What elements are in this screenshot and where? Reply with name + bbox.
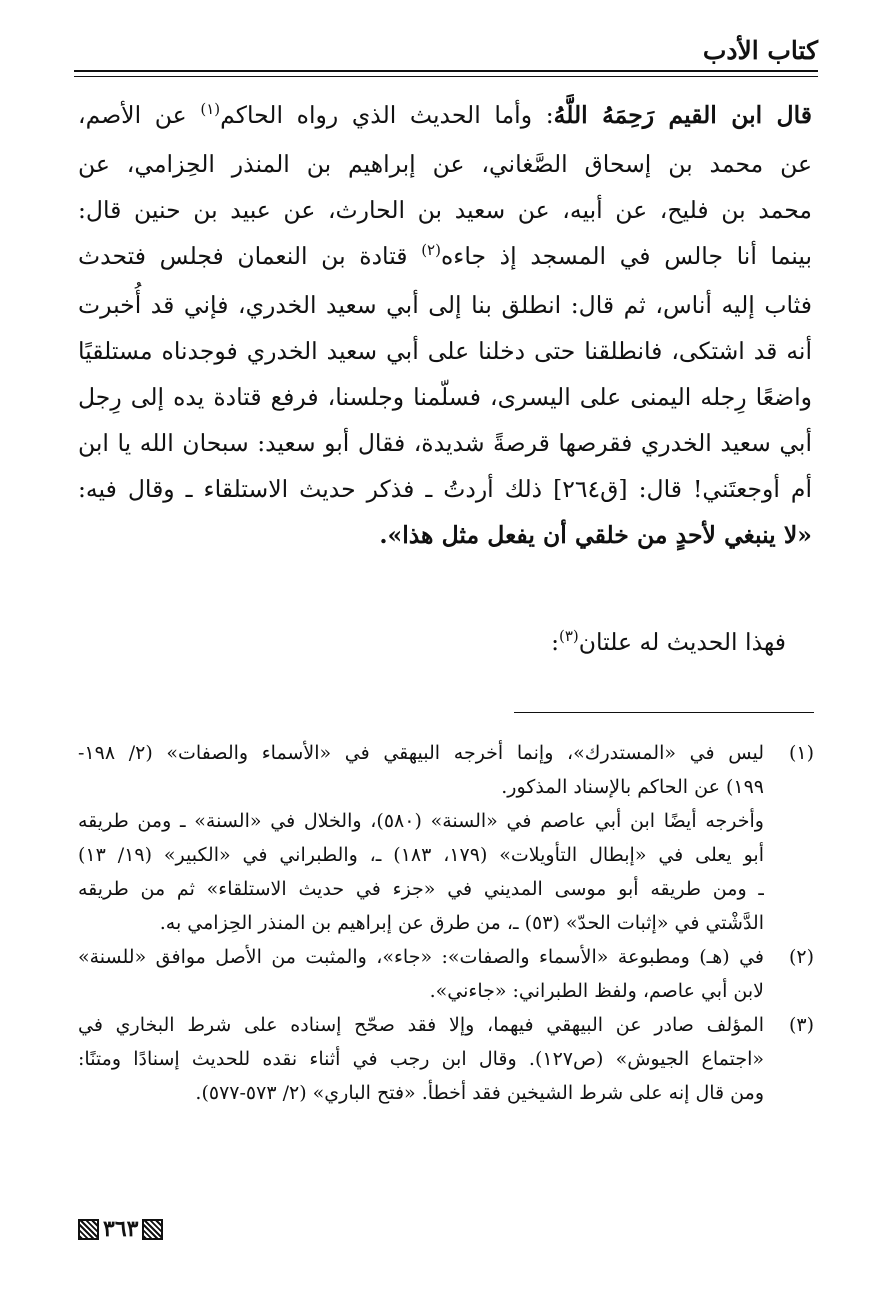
footnote-ref[interactable]: (١): [200, 100, 221, 118]
text-line: محمد بن فليح، عن أبيه، عن سعيد بن الحارث، عن عبيد بن حنين قال:: [78, 196, 812, 224]
hadith-quote: «لا ينبغي لأحدٍ من خلقي أن يفعل مثل هذا».: [379, 521, 812, 549]
footnote-ref[interactable]: (٣): [558, 627, 579, 645]
main-text: [78, 92, 812, 558]
footnote-line: ١٩٩) عن الحاكم بالإسناد المذكور.: [501, 776, 764, 798]
chapter-title: كتاب الأدب: [702, 36, 818, 65]
speaker-label: قال ابن القيم رَحِمَهُ اللَّهُ: [553, 101, 812, 129]
text-line: أم أوجعتَني! قال: [ق٢٦٤] ذلك أردتُ ـ فذكر حديث الاستلقاء ـ وقال فيه:: [78, 475, 812, 503]
footnote-line: أبو يعلى في «إبطال التأويلات» (١٧٩، ١٨٣) ـ، والطبراني في «الكبير» (١٩/ ١٣): [78, 844, 764, 866]
header-rule-thick: [74, 70, 818, 72]
footnote-ref[interactable]: (٢): [421, 241, 441, 259]
footnote-1: [78, 736, 814, 940]
footnote-line: ـ ومن طريقه أبو موسى المديني في «جزء في حديث الاستلقاء» ثم من طريقه: [78, 878, 764, 900]
text-line: فثاب إليه أناس، ثم قال: انطلق بنا إلى أبي سعيد الخدري، فإني قد أُخبرت: [78, 291, 812, 319]
page-number: ٣٦٣: [103, 1216, 139, 1242]
footnotes: [78, 736, 814, 1110]
footnote-line: في (هـ) ومطبوعة «الأسماء والصفات»: «جاء»، والمثبت من الأصل موافق «للسنة»: [78, 946, 764, 968]
footnote-line: وأخرجه أيضًا ابن أبي عاصم في «السنة» (٥٨٠)، والخلال في «السنة» ـ ومن طريقه: [78, 810, 764, 832]
footnote-number: (١): [788, 742, 814, 764]
text-line: بينما أنا جالس في المسجد إذ جاءه$^{(٢)}$ قتادة بن النعمان فجلس فتحدث: [78, 241, 812, 270]
footnote-line: ومن قال إنه على شرط الشيخين فقد أخطأ. «فتح الباري» (٢/ ٥٧٣-٥٧٧).: [195, 1082, 764, 1104]
text-line: أنه قد اشتكى، فانطلقنا حتى دخلنا على أبي سعيد الخدري فوجدناه مستلقيًا: [78, 337, 812, 365]
footnote-3: [78, 1008, 814, 1110]
footnote-2: [78, 940, 814, 1008]
footnote-separator: [514, 712, 814, 713]
text-line: واضعًا رِجله اليمنى على اليسرى، فسلّمنا وجلسنا، فرفع قتادة يده إلى رِجل: [78, 383, 812, 411]
ornament-icon: [78, 1219, 99, 1240]
footnote-number: (٣): [788, 1014, 814, 1036]
text-line: عن محمد بن إسحاق الصَّغاني، عن إبراهيم بن المنذر الحِزامي، عن: [78, 150, 812, 178]
footnote-line: المؤلف صادر عن البيهقي فيهما، وإلا فقد صحّح إسناده على شرط البخاري في: [78, 1014, 764, 1036]
page-number-box: [78, 1216, 163, 1242]
header-rule-thin: [74, 76, 818, 77]
ornament-icon: [142, 1219, 163, 1240]
footnote-number: (٢): [788, 946, 814, 968]
footnote-line: الدَّشْتي في «إثبات الحدّ» (٥٣) ـ، من طرق عن إبراهيم بن المنذر الحِزامي به.: [159, 912, 764, 934]
footnote-line: لابن أبي عاصم، ولفظ الطبراني: «جاءني».: [429, 980, 764, 1002]
footnote-line: «اجتماع الجيوش» (ص١٢٧). وقال ابن رجب في أثناء نقده للحديث إسنادًا ومتنًا:: [78, 1048, 764, 1070]
conclusion-line: فهذا الحديث له علتان$^{(٣)}$:: [551, 627, 786, 656]
text-line: قال ابن القيم رَحِمَهُ اللَّهُ: وأما الحديث الذي رواه الحاكم$^{(١)}$ عن الأصم،: [78, 100, 812, 129]
footnote-line: ليس في «المستدرك»، وإنما أخرجه البيهقي في «الأسماء والصفات» (٢/ ١٩٨-: [78, 742, 764, 764]
text-line: أبي سعيد الخدري فقرصها قرصةً شديدة، فقال أبو سعيد: سبحان الله يا ابن: [78, 429, 812, 457]
